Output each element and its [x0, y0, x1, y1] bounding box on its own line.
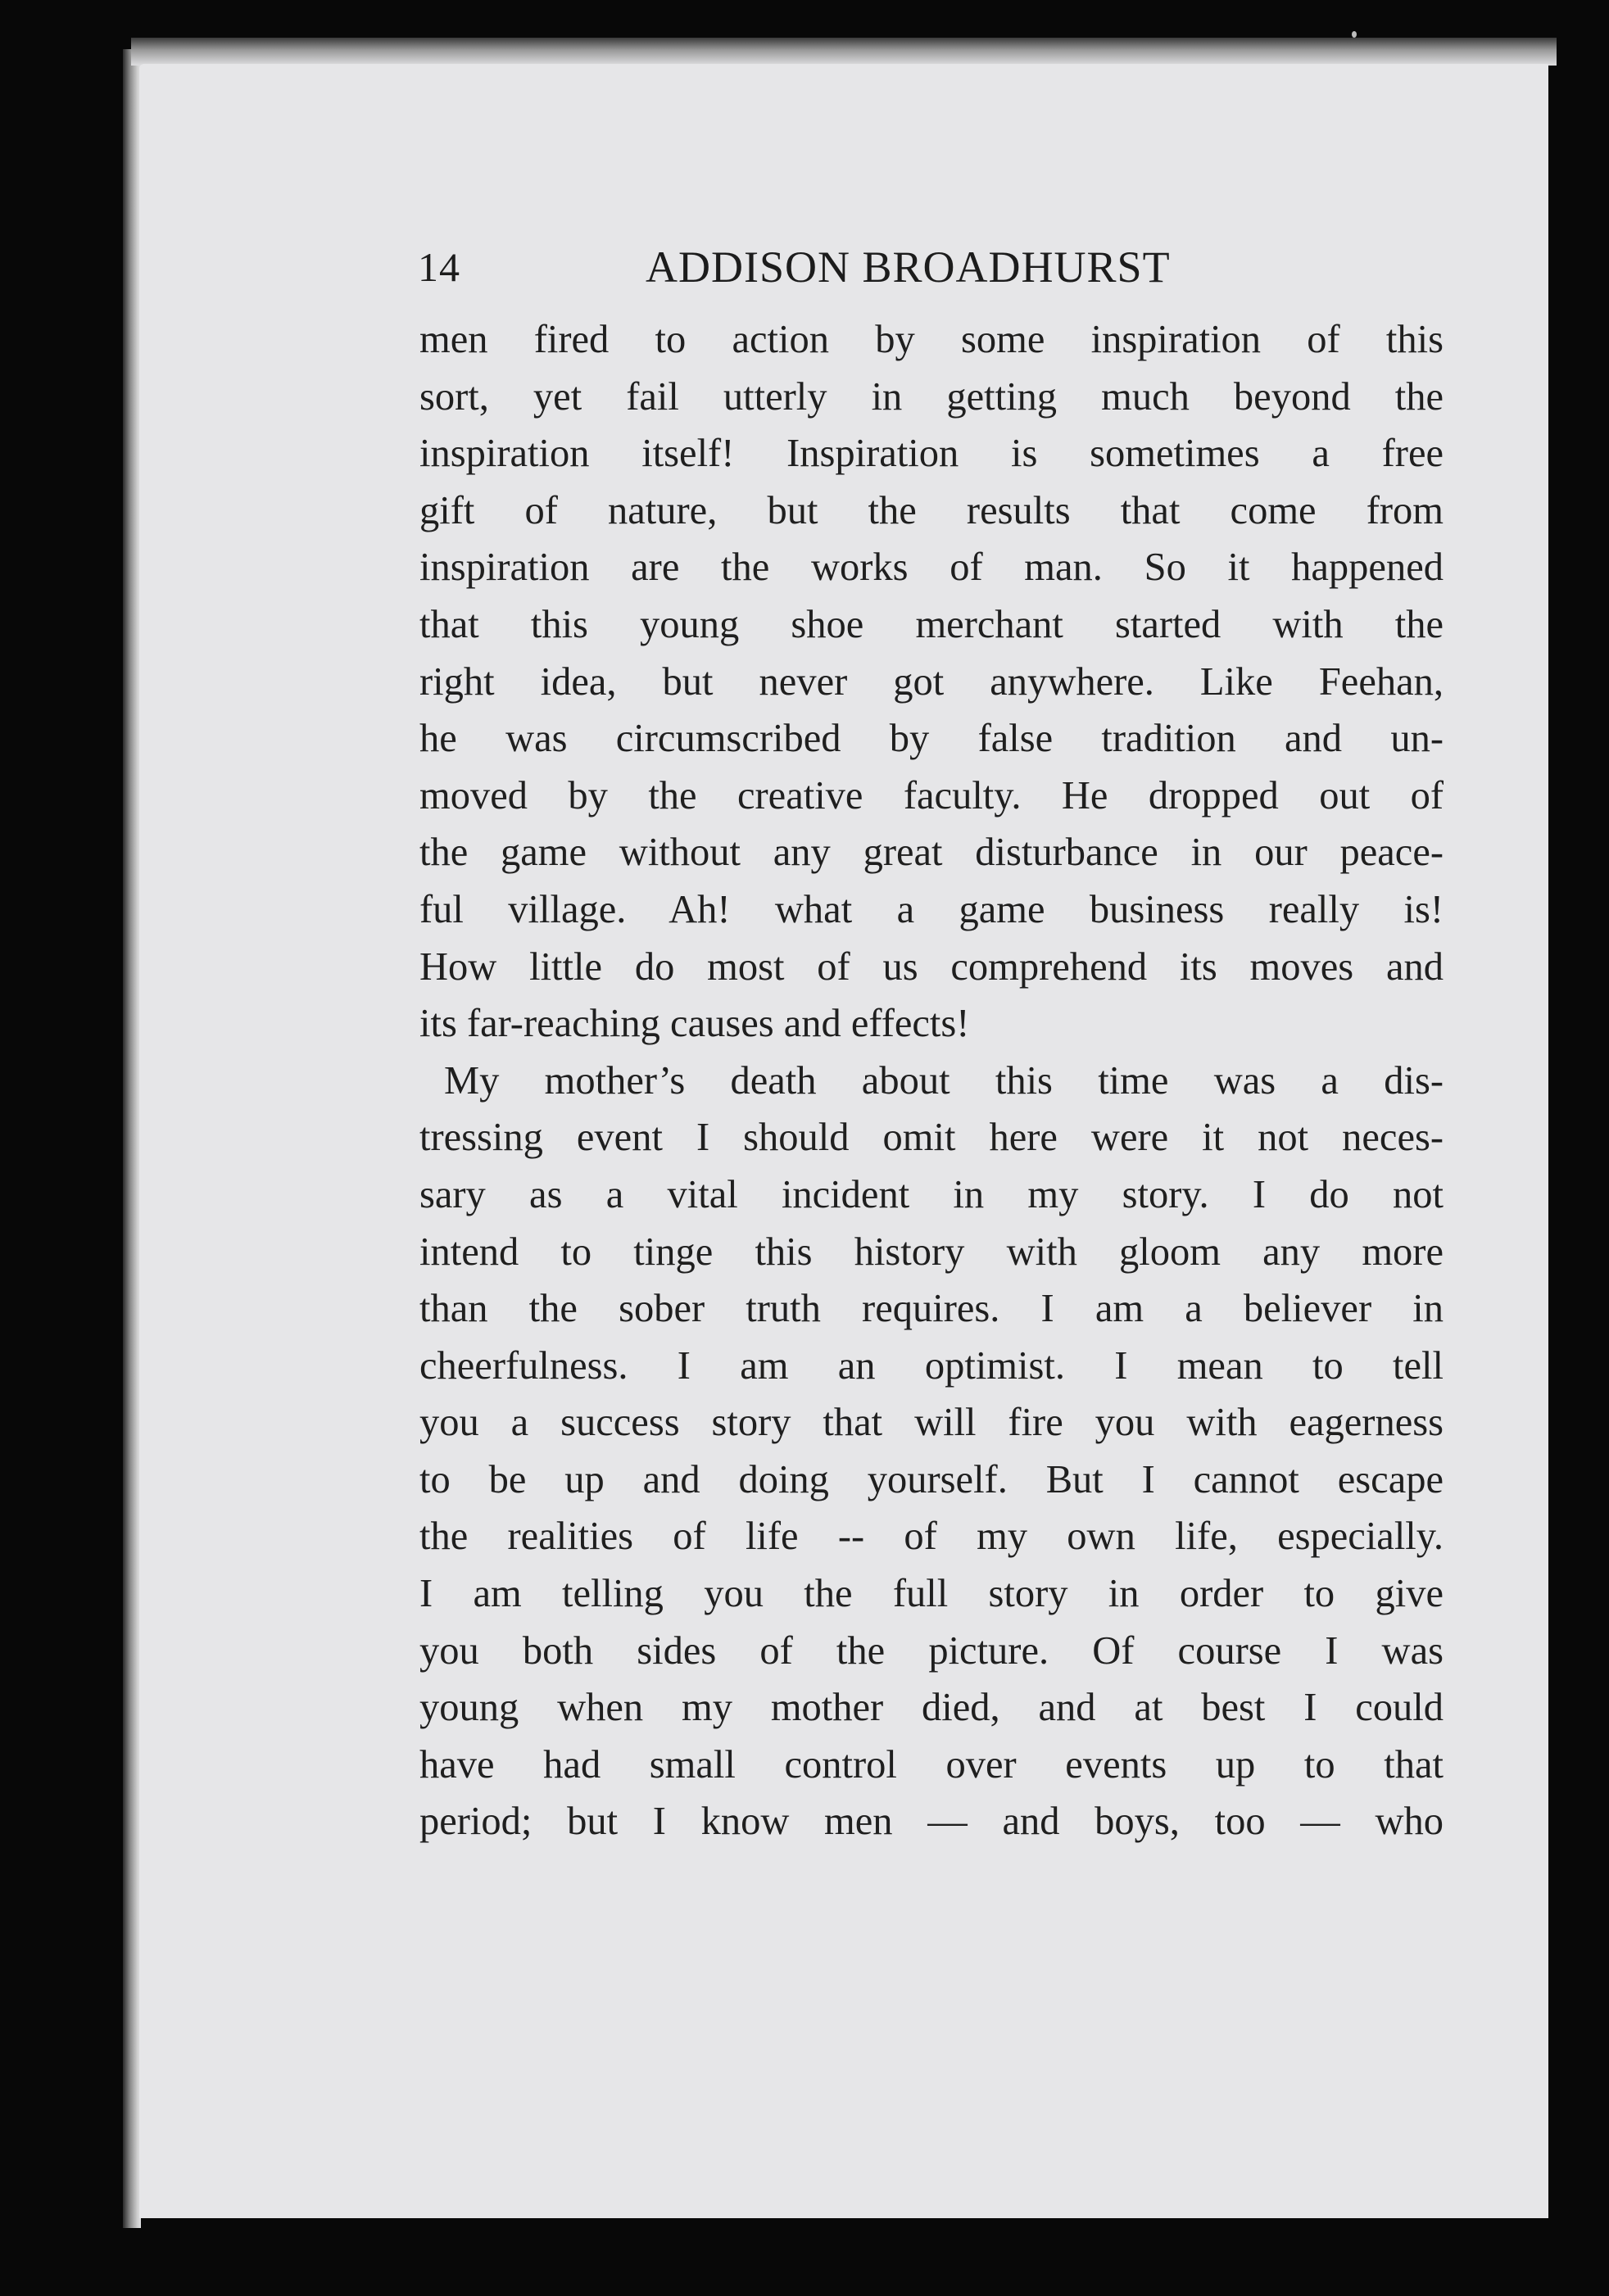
text-line: he was circumscribed by false tradition and un-: [419, 717, 1444, 761]
page-header: [418, 242, 1286, 299]
page-number: 14: [418, 244, 460, 290]
text-line: ful village. Ah! what a game business really is!: [419, 887, 1444, 931]
dust-speck: [1352, 31, 1357, 38]
text-line: I am telling you the full story in order to give: [419, 1572, 1444, 1616]
text-line: the realities of life -- of my own life, especially.: [419, 1515, 1444, 1559]
text-line: How little do most of us comprehend its moves and: [419, 944, 1444, 989]
page-edge-left: [123, 49, 141, 2228]
text-line: than the sober truth requires. I am a believer in: [419, 1287, 1444, 1331]
text-line: have had small control over events up to that: [419, 1742, 1444, 1787]
text-line: the game without any great disturbance in our peace-: [419, 831, 1444, 875]
text-line: young when my mother died, and at best I could: [419, 1686, 1444, 1730]
text-line: sary as a vital incident in my story. I do not: [419, 1172, 1444, 1216]
text-line: gift of nature, but the results that come from: [419, 488, 1444, 532]
text-line: cheerfulness. I am an optimist. I mean to tell: [419, 1343, 1444, 1388]
text-line: tressing event I should omit here were it not neces-: [419, 1116, 1444, 1160]
text-line: sort, yet fail utterly in getting much beyond the: [419, 374, 1444, 419]
text-line: you both sides of the picture. Of course I was: [419, 1628, 1444, 1673]
text-line: moved by the creative faculty. He dropped out of: [419, 773, 1444, 817]
text-line: you a success story that will fire you with eagerness: [419, 1401, 1444, 1445]
text-line: period; but I know men — and boys, too — who: [419, 1800, 1444, 1844]
body-text: [419, 311, 1444, 1850]
text-line: right idea, but never got anywhere. Like Feehan,: [419, 659, 1444, 704]
text-line: to be up and doing yourself. But I cannot escape: [419, 1457, 1444, 1501]
text-line: that this young shoe merchant started with the: [419, 602, 1444, 646]
text-line: inspiration itself! Inspiration is sometimes a free: [419, 432, 1444, 476]
paragraph-start-line: My mother’s death about this time was a dis-: [444, 1058, 1444, 1103]
paragraph-end-line: its far-reaching causes and effects!: [419, 1002, 970, 1046]
text-line: inspiration are the works of man. So it happened: [419, 546, 1444, 590]
text-line: men fired to action by some inspiration of this: [419, 318, 1444, 361]
page-edge-top: [131, 38, 1557, 66]
running-head: ADDISON BROADHURST: [646, 242, 1171, 292]
text-line: intend to tinge this history with gloom any more: [419, 1230, 1444, 1274]
